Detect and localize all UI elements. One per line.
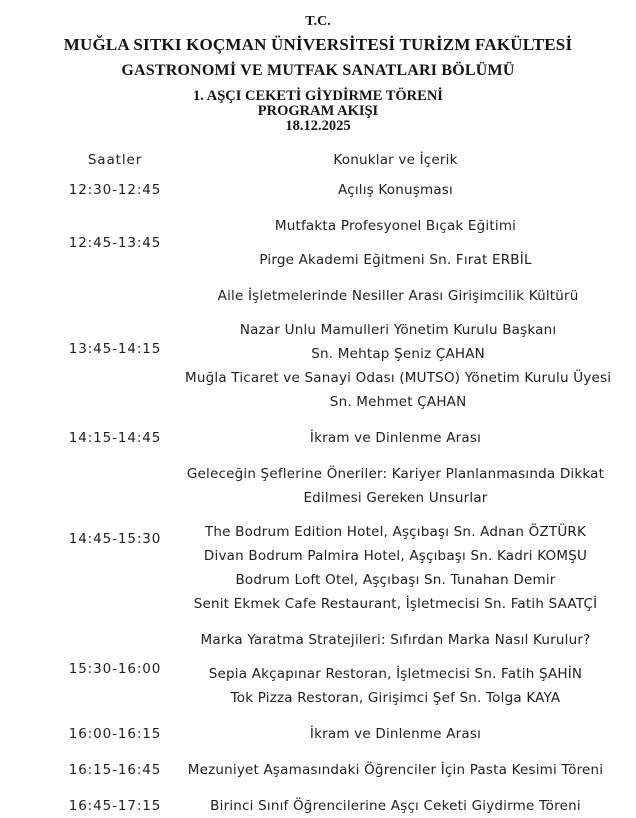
content-line: Nazar Unlu Mamulleri Yönetim Kurulu Başkanı	[239, 322, 557, 338]
content-line: Edilmesi Gereken Unsurlar	[303, 490, 488, 506]
content-line: Muğla Ticaret ve Sanayi Odası (MUTSO) Yönetim Kurulu Üyesi	[185, 370, 612, 386]
line-spacer	[185, 510, 606, 520]
time-cell: 15:30-16:00	[68, 661, 162, 677]
document-header	[0, 0, 636, 134]
schedule-table	[45, 148, 612, 818]
content-line: Senit Ekmek Cafe Restaurant, İşletmecisi Sn. Fatih SAATÇİ	[193, 596, 598, 612]
header-date: 18.12.2025	[285, 118, 351, 134]
content-line: Sn. Mehmet ÇAHAN	[329, 394, 467, 410]
line-spacer	[185, 652, 606, 662]
line-spacer	[185, 308, 611, 318]
content-line: İkram ve Dinlenme Arası	[309, 430, 482, 446]
schedule-row	[45, 426, 606, 450]
schedule-row	[45, 794, 606, 818]
header-university: MUĞLA SITKI KOÇMAN ÜNİVERSİTESİ TURİZM FAKÜLTESİ	[63, 35, 573, 54]
content-cell	[185, 794, 606, 818]
line-spacer	[185, 238, 606, 248]
content-cell	[185, 628, 606, 710]
content-line: Bodrum Loft Otel, Aşçıbaşı Sn. Tunahan Demir	[235, 572, 556, 588]
time-cell: 12:45-13:45	[68, 235, 162, 251]
schedule-rows	[45, 178, 612, 818]
content-cell	[185, 178, 606, 202]
schedule-row	[45, 284, 612, 414]
time-cell: 16:45-17:15	[68, 798, 162, 814]
content-cell	[185, 462, 606, 616]
content-line: Açılış Konuşması	[338, 182, 453, 198]
column-header-content-wrap	[185, 148, 606, 172]
content-cell	[185, 284, 611, 414]
header-tc: T.C.	[305, 14, 331, 29]
schedule-row	[45, 628, 606, 710]
schedule-row	[45, 722, 606, 746]
content-cell	[185, 758, 606, 782]
schedule-row	[45, 214, 606, 272]
content-line: Mutfakta Profesyonel Bıçak Eğitimi	[274, 218, 517, 234]
time-cell: 16:00-16:15	[68, 726, 162, 742]
content-cell	[185, 722, 606, 746]
content-line: Marka Yaratma Stratejileri: Sıfırdan Marka Nasıl Kurulur?	[200, 632, 591, 648]
schedule-row	[45, 758, 606, 782]
schedule-header-row	[45, 148, 606, 172]
schedule-row	[45, 178, 606, 202]
content-line: The Bodrum Edition Hotel, Aşçıbaşı Sn. Adnan ÖZTÜRK	[204, 524, 587, 540]
content-cell	[185, 426, 606, 450]
content-line: Mezuniyet Aşamasındaki Öğrenciler İçin Pasta Kesimi Töreni	[187, 762, 604, 778]
header-program-title: PROGRAM AKIŞI	[257, 103, 379, 119]
time-cell: 13:45-14:15	[68, 341, 162, 357]
content-line: Sn. Mehtap Şeniz ÇAHAN	[311, 346, 485, 362]
content-line: Divan Bodrum Palmira Hotel, Aşçıbaşı Sn. Kadri KOMŞU	[203, 548, 588, 564]
content-line: Pirge Akademi Eğitmeni Sn. Fırat ERBİL	[259, 252, 532, 268]
time-cell: 14:45-15:30	[68, 531, 162, 547]
content-line: İkram ve Dinlenme Arası	[309, 726, 482, 742]
time-cell: 12:30-12:45	[68, 182, 162, 198]
content-line: Geleceğin Şeflerine Öneriler: Kariyer Planlanmasında Dikkat	[186, 466, 605, 482]
content-cell	[185, 214, 606, 272]
column-header-konuklar: Konuklar ve İçerik	[333, 152, 458, 168]
time-cell: 14:15-14:45	[68, 430, 162, 446]
content-line: Tok Pizza Restoran, Girişimci Şef Sn. Tolga KAYA	[230, 690, 561, 706]
content-line: Birinci Sınıf Öğrencilerine Aşçı Ceketi Giydirme Töreni	[210, 798, 581, 814]
header-event-title: 1. AŞÇI CEKETİ GİYDİRME TÖRENİ	[193, 88, 443, 104]
content-line: Aile İşletmelerinde Nesiller Arası Girişimcilik Kültürü	[217, 288, 579, 304]
header-department: GASTRONOMİ VE MUTFAK SANATLARI BÖLÜMÜ	[121, 62, 515, 79]
content-line: Sepia Akçapınar Restoran, İşletmecisi Sn. Fatih ŞAHİN	[208, 666, 583, 682]
column-header-saatler: Saatler	[87, 152, 143, 168]
time-cell: 16:15-16:45	[68, 762, 162, 778]
schedule-row	[45, 462, 606, 616]
